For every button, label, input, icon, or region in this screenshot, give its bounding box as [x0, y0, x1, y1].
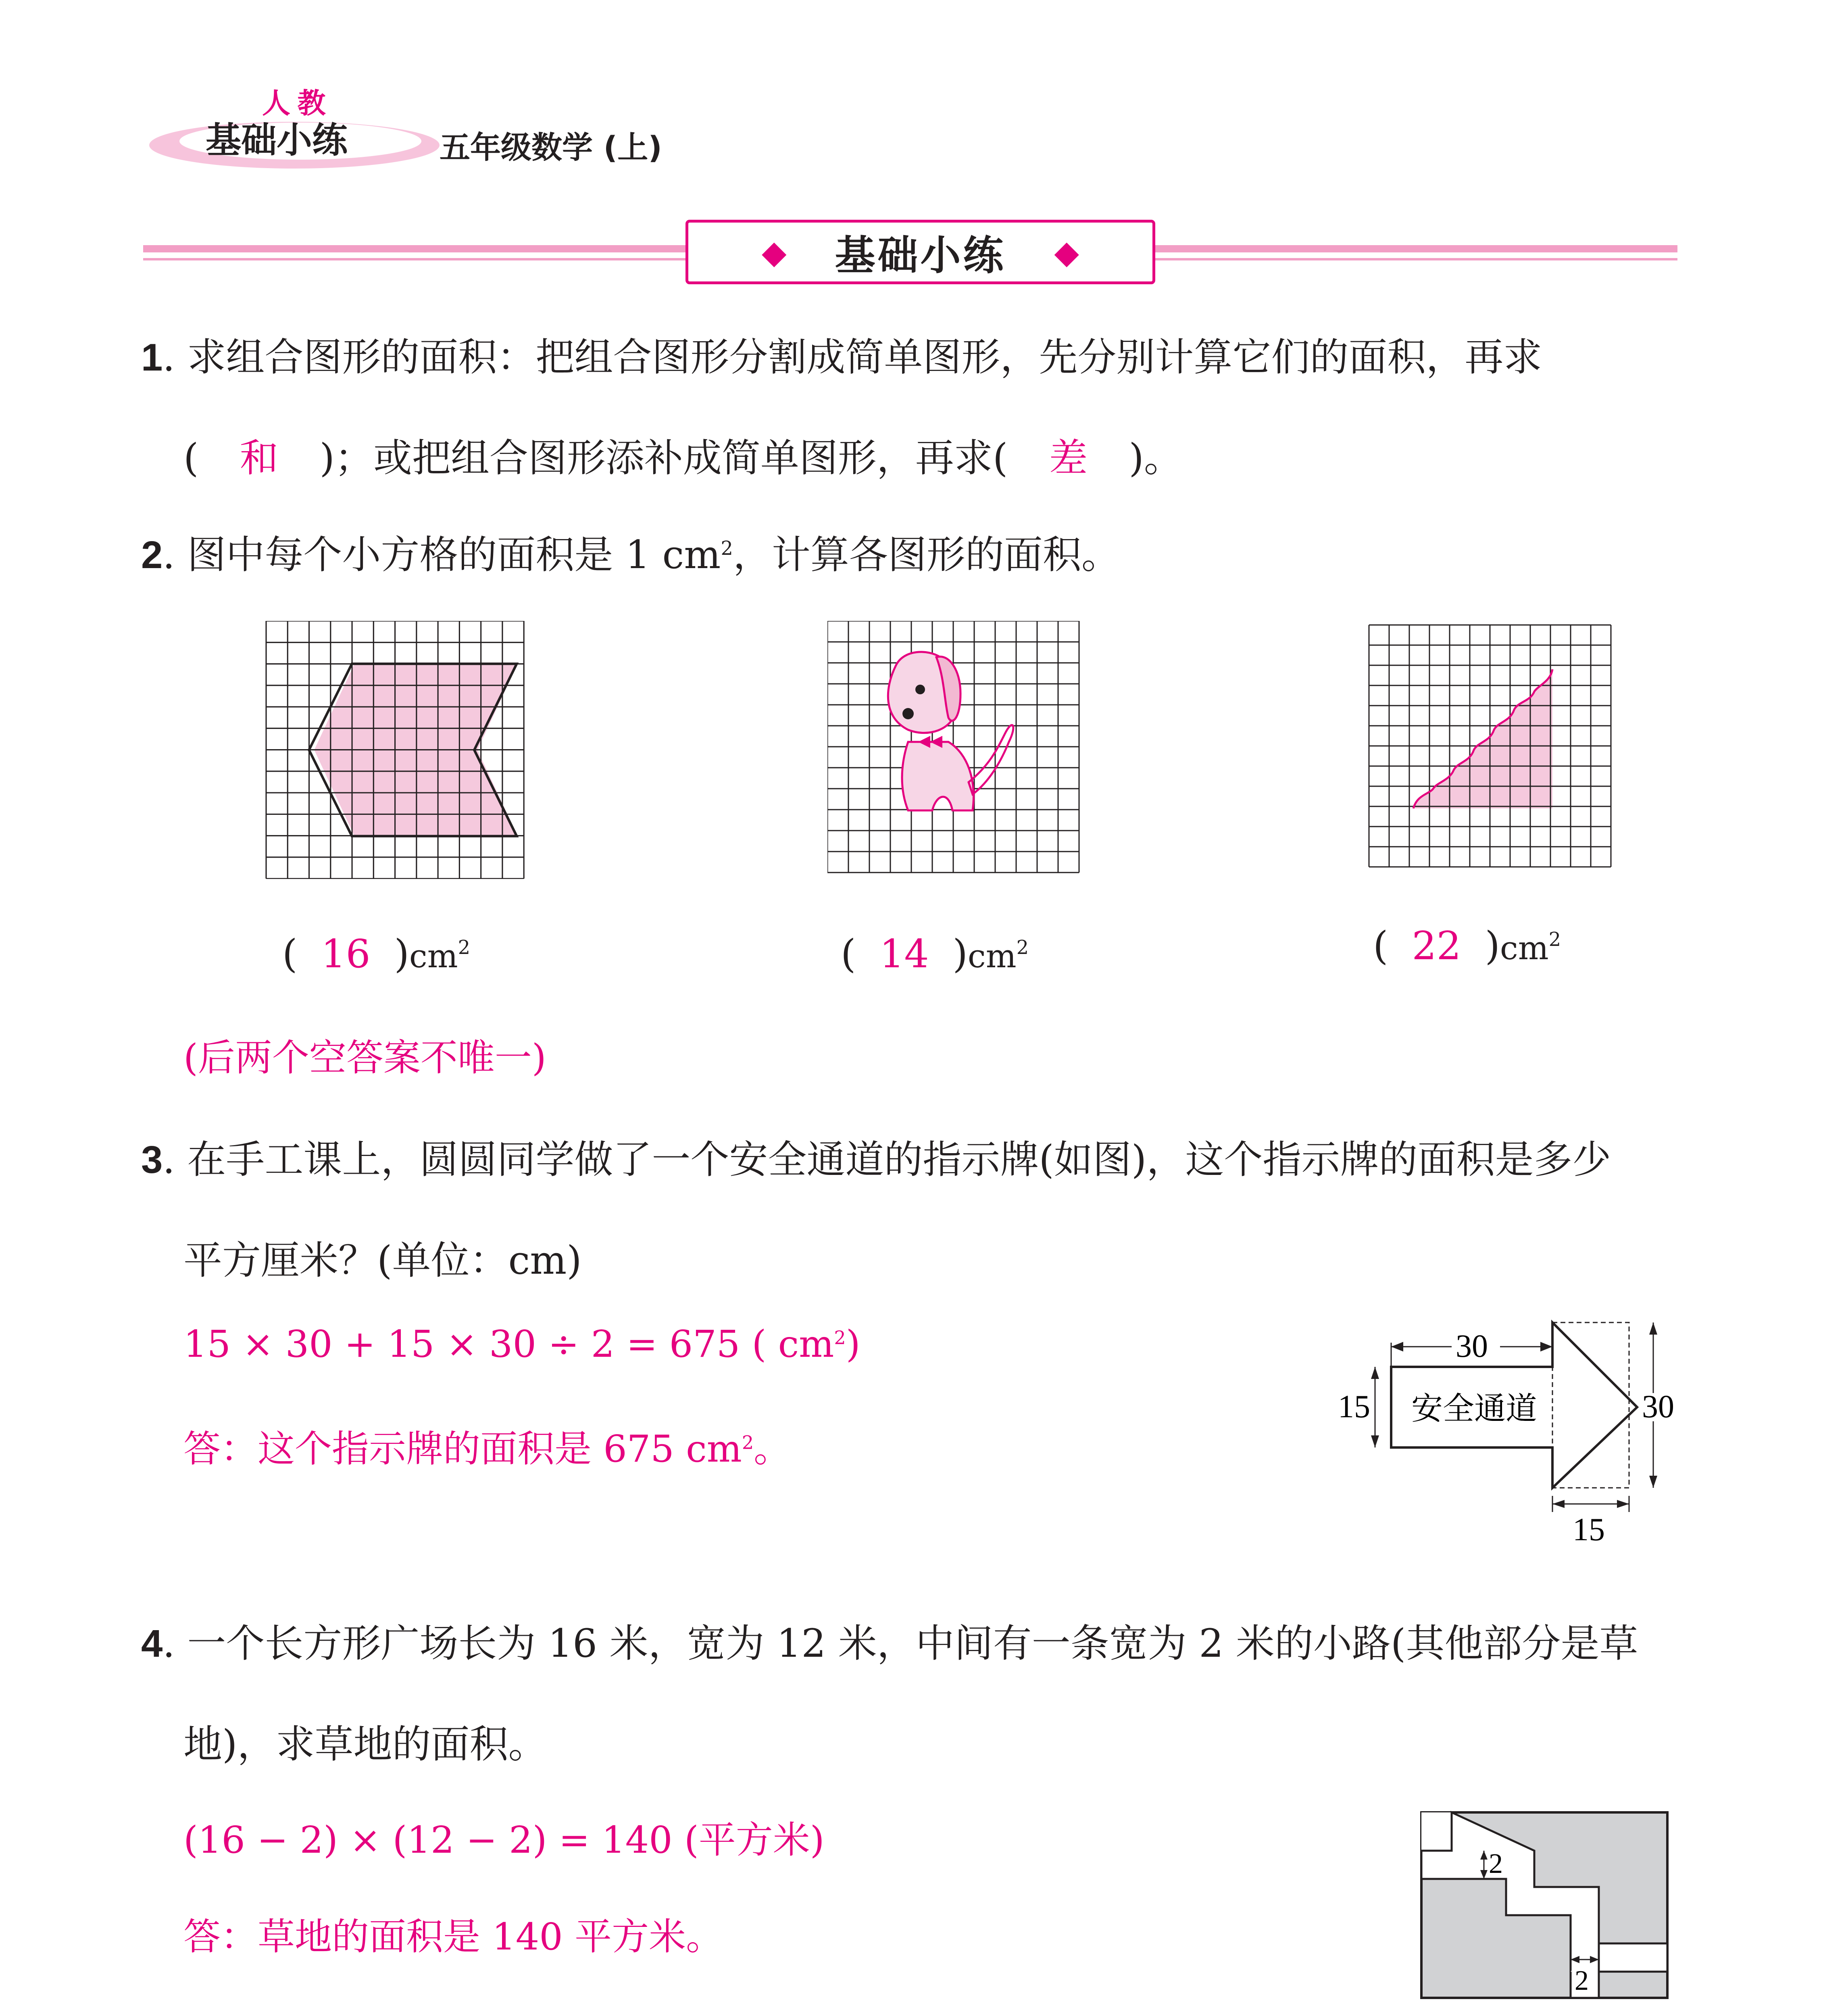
q1-number: 1	[141, 336, 163, 379]
q1-blank1: 和	[240, 435, 279, 481]
q4-number: 4	[141, 1622, 163, 1665]
q1-line2: ( 和 )；或把组合图形添补成简单图形，再求( 差 )。	[183, 427, 1183, 483]
q3-dim-right: 30	[1642, 1389, 1674, 1425]
q4-answer: 答：草地的面积是 140 平方米。	[183, 1915, 723, 1958]
q3-solution: 15 × 30 + 15 × 30 ÷ 2 = 675 ( $cm^2$)	[183, 1322, 860, 1366]
q3-dim-left: 15	[1338, 1389, 1370, 1425]
q2-figure-staircase	[1365, 621, 1615, 871]
q2-figure-chevron	[242, 621, 548, 879]
q3-sign-label: 安全通道	[1411, 1391, 1538, 1426]
section-title: 基础小练	[835, 232, 1006, 279]
q2-answer-1: ( 16 )$cm^2$	[282, 931, 471, 977]
q2-answer-2: ( 14 )$cm^2$	[841, 931, 1029, 977]
q2-answer-3-value: 22	[1412, 923, 1461, 968]
publisher-tag: 人 教	[262, 88, 326, 119]
diamond-icon: ◆	[1054, 233, 1079, 271]
q2-number: 2	[141, 533, 163, 577]
q4-solution: (16 − 2) × (12 − 2) = 140 (平方米)	[183, 1818, 825, 1862]
q2-answer-3: ( 22 )$cm^2$	[1373, 923, 1561, 968]
q4-line1: 4. 一个长方形广场长为 16 米，宽为 12 米，中间有一条宽为 2 米的小路(其他部分是草	[141, 1621, 1638, 1666]
section-rule-right	[1153, 245, 1677, 252]
q2-answer-1-value: 16	[321, 931, 371, 977]
q4-dim-2: 2	[1575, 1965, 1589, 1996]
book-title: 五年级数学 (上)	[440, 129, 662, 165]
q2-answer-2-value: 14	[879, 931, 929, 977]
q4-square-figure	[1419, 1810, 1669, 2000]
section-rule-right-thin	[1153, 258, 1677, 260]
q3-sign-figure	[1335, 1318, 1698, 1544]
q3-dim-bottom: 15	[1573, 1512, 1605, 1544]
q4-dim-1: 2	[1489, 1848, 1503, 1879]
q3-dim-top: 30	[1456, 1329, 1488, 1364]
q3-number: 3	[141, 1138, 163, 1181]
header-logo	[141, 77, 448, 181]
q3-answer: 答：这个指示牌的面积是 675 $cm^2$。	[183, 1427, 791, 1470]
section-rule-left	[143, 245, 688, 252]
q3-line2: 平方厘米？(单位：cm)	[183, 1238, 582, 1283]
q4-line2: 地)，求草地的面积。	[183, 1722, 547, 1767]
diamond-icon: ◆	[761, 233, 787, 271]
q3-line1: 3. 在手工课上，圆圆同学做了一个安全通道的指示牌(如图)，这个指示牌的面积是多少	[141, 1137, 1611, 1182]
q2-text: 2. 图中每个小方格的面积是 1 $cm^2$，计算各图形的面积。	[141, 532, 1120, 577]
q2-note: (后两个空答案不唯一)	[183, 1036, 546, 1079]
q1-blank2: 差	[1049, 435, 1088, 481]
q1-line1: 1. 求组合图形的面积：把组合图形分割成简单图形，先分别计算它们的面积，再求	[141, 335, 1542, 380]
section-rule-left-thin	[143, 258, 688, 260]
section-banner	[685, 220, 1155, 284]
q2-figure-puppy	[827, 621, 1086, 879]
brand-text: 基础小练	[206, 121, 348, 160]
